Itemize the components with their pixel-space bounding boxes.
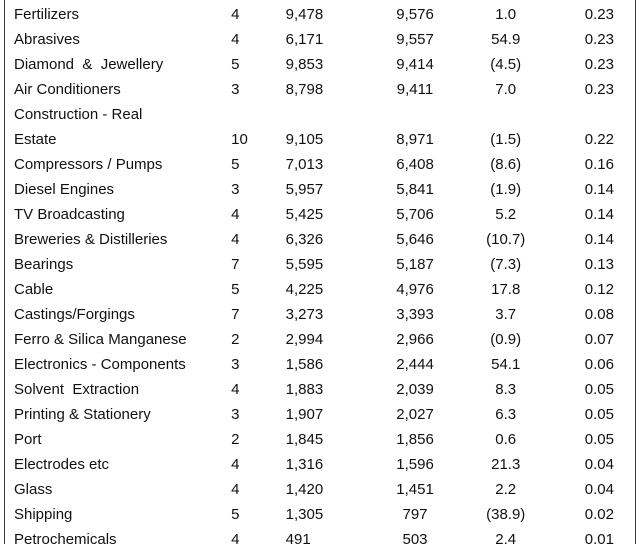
value-2-cell: 2,039 [396,381,434,398]
table-row [14,477,616,502]
value-1-cell: 6,326 [285,231,324,248]
value-1-cell: 5,425 [285,206,324,223]
value-2-cell: 5,646 [396,231,434,248]
industry-name-cell: Petrochemicals [14,531,117,548]
company-count-cell: 7 [231,306,240,323]
industry-name-cell: Diamond & Jewellery [14,56,164,73]
industry-name-cell: Electrodes etc [14,456,110,473]
company-count-cell: 2 [231,331,240,348]
industry-name-cell: Fertilizers [14,6,80,23]
value-1-cell: 2,994 [285,331,324,348]
company-count-cell: 3 [231,406,240,423]
value-1-cell: 3,273 [285,306,324,323]
company-count-cell: 5 [231,56,240,73]
table-row [14,452,616,477]
change-cell: (8.6) [490,156,522,173]
value-2-cell: 4,976 [396,281,434,298]
share-cell: 0.14 [584,181,614,198]
value-2-cell: 9,414 [396,56,434,73]
change-cell: (7.3) [490,256,522,273]
industry-name-cell: Shipping [14,506,73,523]
value-1-cell: 1,420 [285,481,324,498]
value-1-cell: 9,853 [285,56,324,73]
value-2-cell: 9,576 [396,6,434,23]
change-cell: (1.5) [490,131,522,148]
table-row [14,527,616,552]
share-cell: 0.12 [584,281,614,298]
company-count-cell: 2 [231,431,240,448]
value-1-cell: 4,225 [285,281,324,298]
share-cell: 0.14 [584,231,614,248]
industry-name-cell: TV Broadcasting [14,206,125,223]
table-row [14,502,616,527]
table-row [14,77,616,102]
value-2-cell: 5,841 [396,181,434,198]
company-count-cell: 5 [231,281,240,298]
change-cell: 7.0 [495,81,517,98]
table-row [14,152,616,177]
industry-data-table [14,2,616,552]
value-1-cell: 1,316 [285,456,324,473]
share-cell: 0.16 [584,156,614,173]
change-cell: 54.1 [491,356,521,373]
company-count-cell: 10 [231,131,248,148]
company-count-cell: 4 [231,31,240,48]
value-2-cell: 9,411 [396,81,434,98]
share-cell [550,102,616,127]
industry-name-cell: Abrasives [14,31,80,48]
share-cell: 0.05 [584,406,614,423]
share-cell: 0.08 [584,306,614,323]
value-2-cell: 5,187 [396,256,434,273]
value-2-cell: 1,596 [396,456,434,473]
share-cell: 0.06 [584,356,614,373]
table-row [14,352,616,377]
company-count-cell: 7 [231,256,240,273]
industry-name-cell: Breweries & Distilleries [14,231,168,248]
value-1-cell: 8,798 [285,81,324,98]
change-cell: (0.9) [490,331,522,348]
change-cell: 2.4 [495,531,517,548]
change-cell: 17.8 [491,281,521,298]
change-cell: 1.0 [495,6,517,23]
value-2-cell: 9,557 [396,31,434,48]
company-count-cell: 5 [231,506,240,523]
change-cell: 3.7 [495,306,517,323]
industry-name-cell: Castings/Forgings [14,306,135,323]
value-1-cell: 5,957 [285,181,324,198]
value-1-cell: 491 [285,531,311,548]
table-row [14,2,616,27]
industry-name-cell: Port [14,431,42,448]
value-1-cell: 1,586 [285,356,324,373]
company-count-cell: 4 [231,531,240,548]
change-cell: 5.2 [495,206,517,223]
left-border-line [4,0,5,544]
share-cell: 0.23 [584,56,614,73]
value-1-cell: 7,013 [285,156,324,173]
change-cell: (38.9) [486,506,526,523]
industry-name-cell: Printing & Stationery [14,406,151,423]
share-cell: 0.02 [584,506,614,523]
table-row [14,252,616,277]
value-1-cell: 1,883 [285,381,324,398]
value-2-cell: 2,444 [396,356,434,373]
value-1-cell: 9,478 [285,6,324,23]
value-2-cell: 2,966 [396,331,434,348]
industry-name-cell: Electronics - Components [14,356,186,373]
table-row [14,202,616,227]
table-row [14,277,616,302]
company-count-cell: 3 [231,181,240,198]
table-body [14,2,616,552]
value-2-cell: 3,393 [396,306,434,323]
company-count-cell: 4 [231,206,240,223]
table-row [14,27,616,52]
value-2-cell: 1,451 [396,481,434,498]
value-1-cell: 1,907 [285,406,324,423]
value-1-cell: 1,845 [285,431,324,448]
change-cell: (10.7) [486,231,526,248]
table-row [14,302,616,327]
value-2-cell: 1,856 [396,431,434,448]
industry-name-cell: Estate [14,131,57,148]
value-2-cell: 5,706 [396,206,434,223]
change-cell: 8.3 [495,381,517,398]
industry-name-cell: Diesel Engines [14,181,115,198]
value-1-cell: 5,595 [285,256,324,273]
change-cell: (4.5) [490,56,522,73]
table-row [14,377,616,402]
share-cell: 0.05 [584,431,614,448]
value-2-cell [369,102,462,127]
value-2-cell: 503 [402,531,428,548]
industry-name-cell: Cable [14,281,54,298]
share-cell: 0.14 [584,206,614,223]
table-row [14,177,616,202]
company-count-cell: 4 [231,456,240,473]
share-cell: 0.04 [584,481,614,498]
company-count-cell: 4 [231,381,240,398]
table-row [14,227,616,252]
share-cell: 0.01 [584,531,614,548]
share-cell: 0.23 [584,81,614,98]
company-count-cell: 3 [231,356,240,373]
share-cell: 0.22 [584,131,614,148]
right-border-line [635,0,636,544]
industry-name-cell: Solvent Extraction [14,381,140,398]
table-row [14,52,616,77]
change-cell: 2.2 [495,481,517,498]
table-row [14,127,616,152]
company-count-cell: 4 [231,481,240,498]
value-2-cell: 797 [402,506,428,523]
table-row [14,427,616,452]
share-cell: 0.23 [584,31,614,48]
change-cell: 0.6 [495,431,517,448]
share-cell: 0.05 [584,381,614,398]
company-count-cell [231,102,271,127]
industry-name-cell: Ferro & Silica Manganese [14,331,187,348]
share-cell: 0.04 [584,456,614,473]
value-1-cell: 1,305 [285,506,324,523]
change-cell: (1.9) [490,181,522,198]
share-cell: 0.07 [584,331,614,348]
industry-name-cell: Air Conditioners [14,81,121,98]
change-cell: 21.3 [491,456,521,473]
value-2-cell: 6,408 [396,156,434,173]
change-cell: 6.3 [495,406,517,423]
share-cell: 0.13 [584,256,614,273]
table-row [14,102,616,127]
industry-name-cell: Glass [14,481,53,498]
company-count-cell: 3 [231,81,240,98]
company-count-cell: 4 [231,231,240,248]
value-1-cell: 6,171 [285,31,324,48]
value-2-cell: 2,027 [396,406,434,423]
industry-name-cell: Bearings [14,256,74,273]
value-2-cell: 8,971 [396,131,434,148]
change-cell: 54.9 [491,31,521,48]
value-1-cell [272,102,369,127]
industry-name-cell: Compressors / Pumps [14,156,163,173]
table-row [14,402,616,427]
industry-name-cell: Construction - Real [14,106,143,123]
share-cell: 0.23 [584,6,614,23]
company-count-cell: 5 [231,156,240,173]
change-cell [461,102,550,127]
company-count-cell: 4 [231,6,240,23]
table-row [14,327,616,352]
value-1-cell: 9,105 [285,131,324,148]
